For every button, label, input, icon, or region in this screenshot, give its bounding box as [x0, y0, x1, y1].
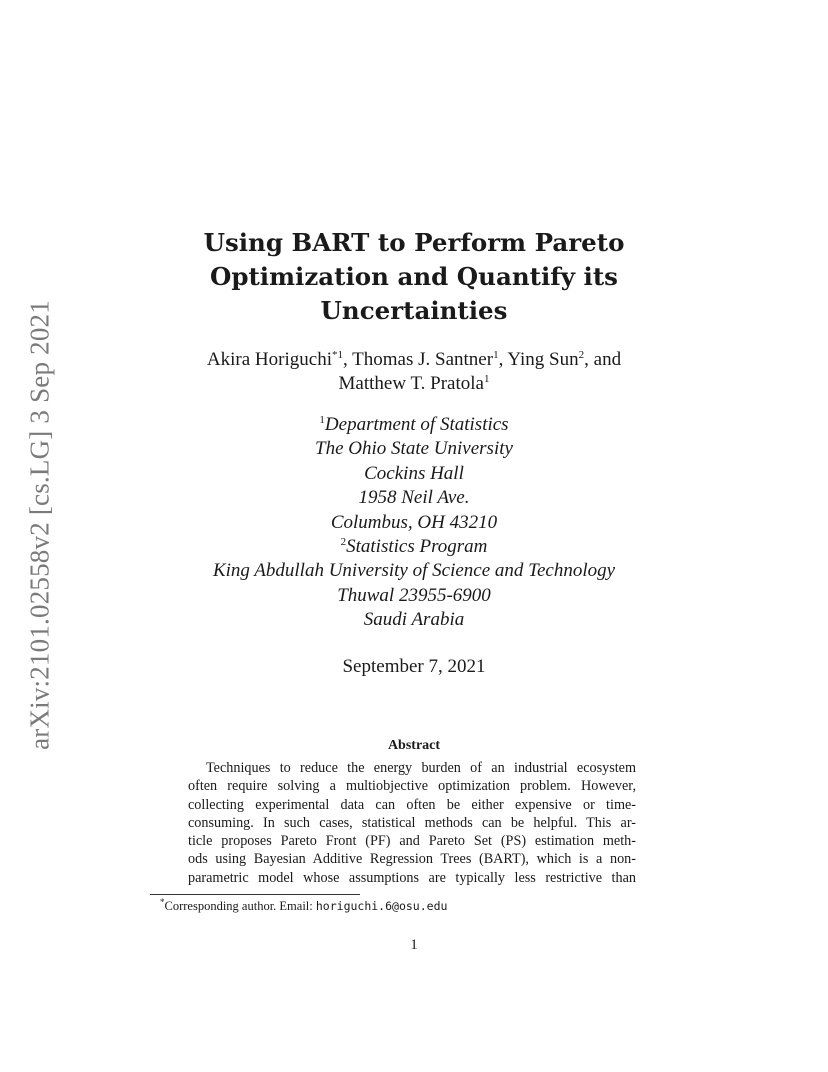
- paper-date: September 7, 2021: [342, 656, 486, 677]
- affiliation-2-program: Statistics Program: [346, 536, 488, 558]
- footnote-email: horiguchi.6@osu.edu: [315, 899, 448, 913]
- abstract-line: consuming. In such cases, statistical methods can be helpful. This ar-: [188, 814, 636, 831]
- author-mark-4: 1: [483, 373, 490, 385]
- abstract-line: ticle proposes Pareto Front (PF) and Pareto Set (PS) estimation meth-: [188, 833, 636, 850]
- author-name-3: Ying Sun: [507, 349, 579, 370]
- author-list: [150, 348, 678, 396]
- author-name-4: Matthew T. Pratola: [338, 373, 484, 394]
- author-conjunction: and: [593, 349, 622, 370]
- affiliation-1-mark: 1: [319, 414, 325, 426]
- affiliation-1-building: Cockins Hall: [364, 462, 464, 484]
- paper-title: [150, 226, 678, 328]
- author-mark-2: 1: [493, 349, 499, 361]
- title-line-3: Uncertainties: [320, 296, 508, 325]
- title-line-1: Using BART to Perform Pareto: [203, 228, 625, 257]
- abstract-heading: Abstract: [387, 738, 441, 753]
- author-name-1: Akira Horiguchi: [206, 349, 332, 370]
- affiliation-2-university: King Abdullah University of Science and Technology: [212, 560, 616, 582]
- arxiv-identifier-stamp: arXiv:2101.02558v2 [cs.LG] 3 Sep 2021: [24, 300, 55, 750]
- affiliation-2-mark: 2: [340, 536, 347, 549]
- abstract-line: often require solving a multiobjective optimization problem. However,: [188, 778, 636, 795]
- affiliation-2-line-1: [150, 535, 678, 559]
- affiliation-1-university: The Ohio State University: [315, 438, 513, 460]
- author-mark-1: *1: [331, 349, 343, 361]
- title-line-2: Optimization and Quantify its: [210, 262, 618, 291]
- affiliations: [150, 413, 678, 633]
- author-name-2: Thomas J. Santner: [352, 349, 494, 370]
- footnote-mark: *: [160, 897, 165, 907]
- author-mark-3: 2: [578, 349, 585, 361]
- abstract-line: collecting experimental data can often be either expensive or time-: [188, 796, 636, 813]
- affiliation-1-street: 1958 Neil Ave.: [358, 487, 470, 509]
- abstract-body: [188, 759, 636, 887]
- page-number: 1: [410, 937, 418, 953]
- footnote: [160, 898, 447, 914]
- abstract-line: ods using Bayesian Additive Regression Trees (BART), which is a non-: [188, 851, 636, 868]
- affiliation-1-department: Department of Statistics: [324, 414, 509, 435]
- author-line-1: Akira Horiguchi$^{*1}$, Thomas J. Santner$^1$, Ying Sun$^2$, and: [206, 349, 622, 370]
- footnote-divider: [150, 894, 360, 895]
- affiliation-2-country: Saudi Arabia: [363, 609, 465, 631]
- footnote-text: Corresponding author. Email:: [164, 899, 316, 913]
- affiliation-1-city: Columbus, OH 43210: [330, 511, 498, 533]
- abstract-line: Techniques to reduce the energy burden of an industrial ecosystem: [206, 760, 636, 776]
- affiliation-1-line-1: [150, 413, 678, 437]
- abstract-line: parametric model whose assumptions are typically less restrictive than: [188, 869, 636, 886]
- affiliation-2-city: Thuwal 23955-6900: [337, 584, 491, 606]
- author-line-2: [150, 372, 678, 396]
